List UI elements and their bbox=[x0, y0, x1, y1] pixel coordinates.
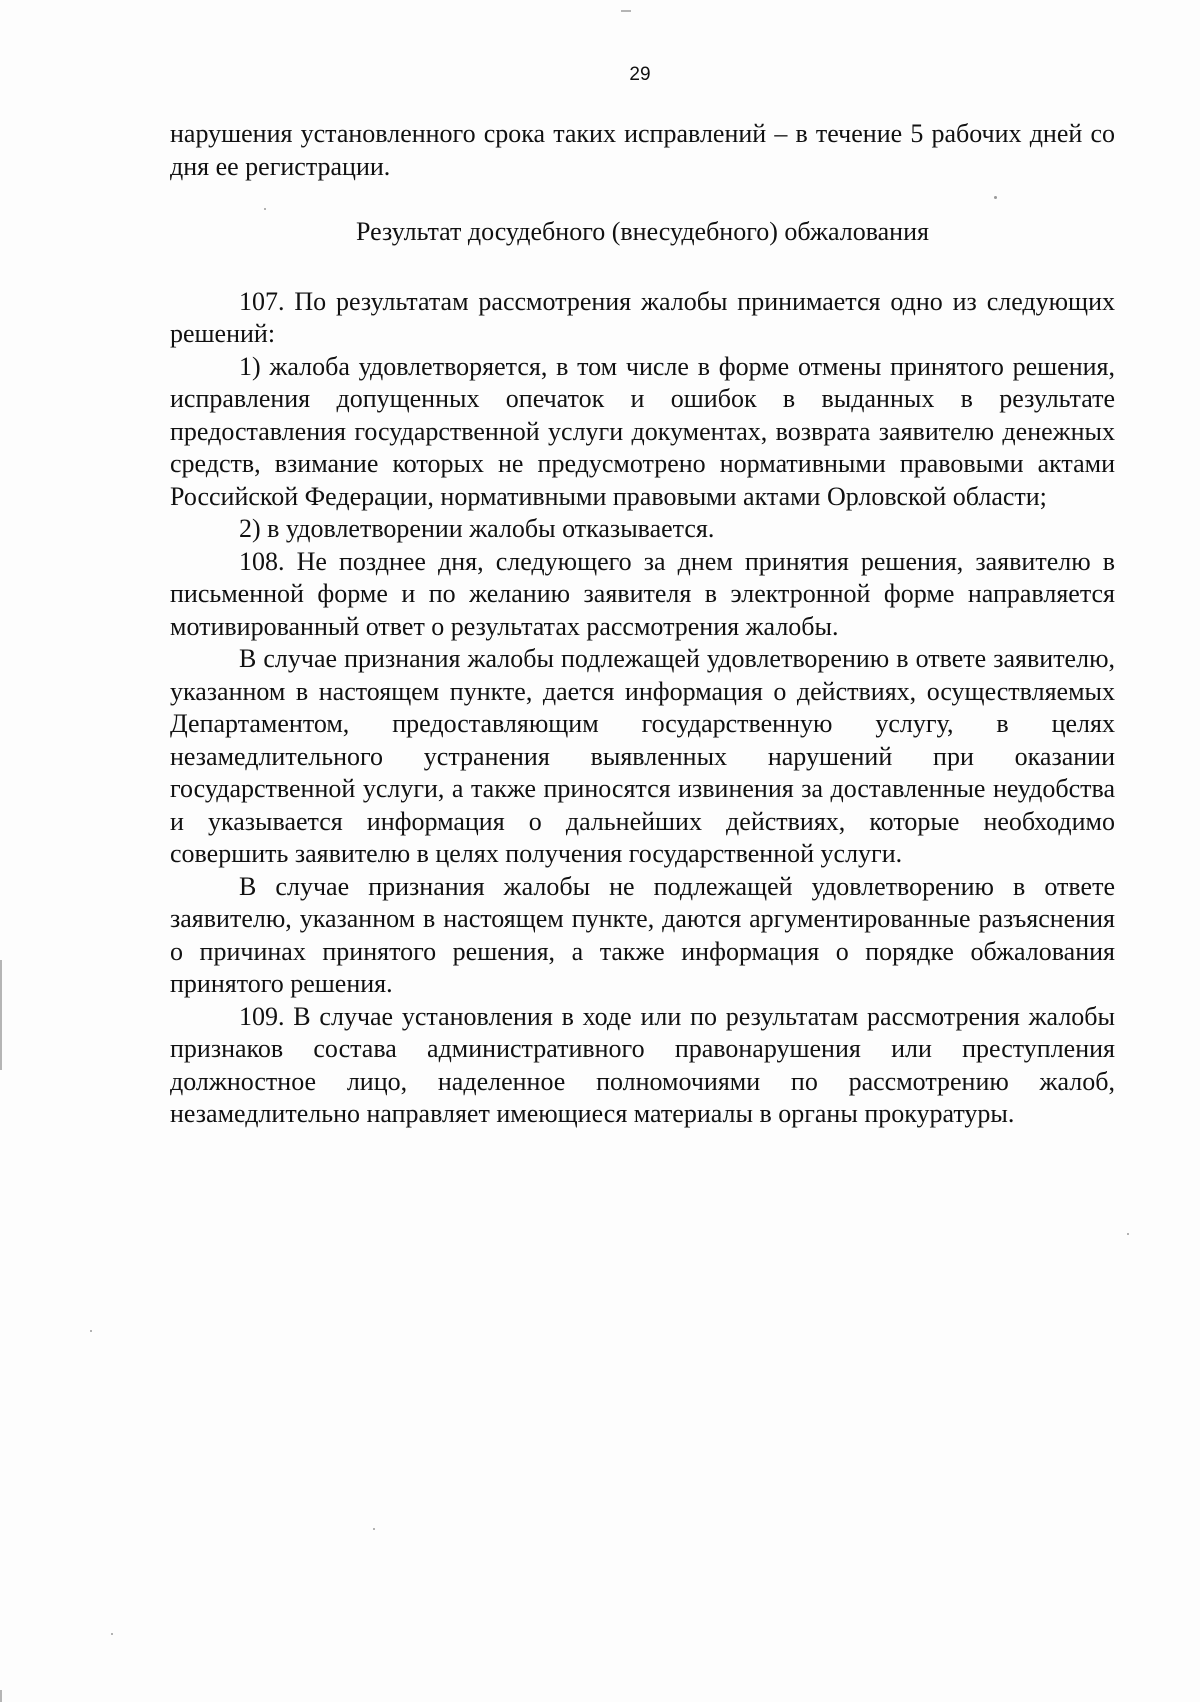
paragraph-108-satisfied: В случае признания жалобы подлежащей удовлетворению в ответе заявителю, указанном в настоящем пункте, дается информация о действиях, осуществляемых Департаментом, предоставляющим государственную услугу, в целях незамедлительного устранения выявленных нарушений при оказании государственной услуги, а также приносятся извинения за доставленные неудобства и указывается информация о дальнейших действиях, которые необходимо совершить заявителю в целях получения государственной услуги. bbox=[170, 644, 1115, 868]
document-body bbox=[170, 118, 1115, 1131]
scan-speck bbox=[373, 1528, 375, 1530]
paragraph-108: 108. Не позднее дня, следующего за днем принятия решения, заявителю в письменной форме и по желанию заявителя в электронной форме направляется мотивированный ответ о результатах рассмотрения жалобы. bbox=[170, 546, 1115, 641]
paragraph-107-item-2: 2) в удовлетворении жалобы отказывается. bbox=[239, 514, 715, 543]
page-number: 29 bbox=[629, 64, 651, 85]
scan-speck bbox=[264, 208, 266, 210]
scan-left-edge bbox=[0, 1690, 2, 1702]
paragraph-109: 109. В случае установления в ходе или по результатам рассмотрения жалобы признаков состава административного правонарушения или преступления должностное лицо, наделенное полномочиями по рассмотрению жалоб, незамедлительно направляет имеющиеся материалы в органы прокуратуры. bbox=[170, 1001, 1115, 1128]
paragraph-108-rejected: В случае признания жалобы не подлежащей удовлетворению в ответе заявителю, указанном в настоящем пункте, даются аргументированные разъяснения о причинах принятого решения, а также информация о порядке обжалования принятого решения. bbox=[170, 871, 1115, 998]
scan-speck bbox=[994, 196, 997, 199]
continuation-paragraph: нарушения установленного срока таких исправлений – в течение 5 рабочих дней со дня ее регистрации. bbox=[170, 119, 1115, 181]
scan-top-mark bbox=[621, 10, 631, 12]
section-heading: Результат досудебного (внесудебного) обжалования bbox=[356, 217, 929, 246]
scan-speck bbox=[111, 1633, 113, 1635]
scan-speck bbox=[90, 1330, 92, 1332]
scan-speck bbox=[1127, 1233, 1129, 1235]
scan-left-edge bbox=[0, 960, 2, 1070]
paragraph-107-item-1: 1) жалоба удовлетворяется, в том числе в форме отмены принятого решения, исправления допущенных опечаток и ошибок в выданных в результате предоставления государственной услуги документах, возврата заявителю денежных средств, взимание которых не предусмотрено нормативными правовыми актами Российской Федерации, нормативными правовыми актами Орловской области; bbox=[170, 351, 1115, 511]
paragraph-107: 107. По результатам рассмотрения жалобы принимается одно из следующих решений: bbox=[170, 286, 1115, 348]
